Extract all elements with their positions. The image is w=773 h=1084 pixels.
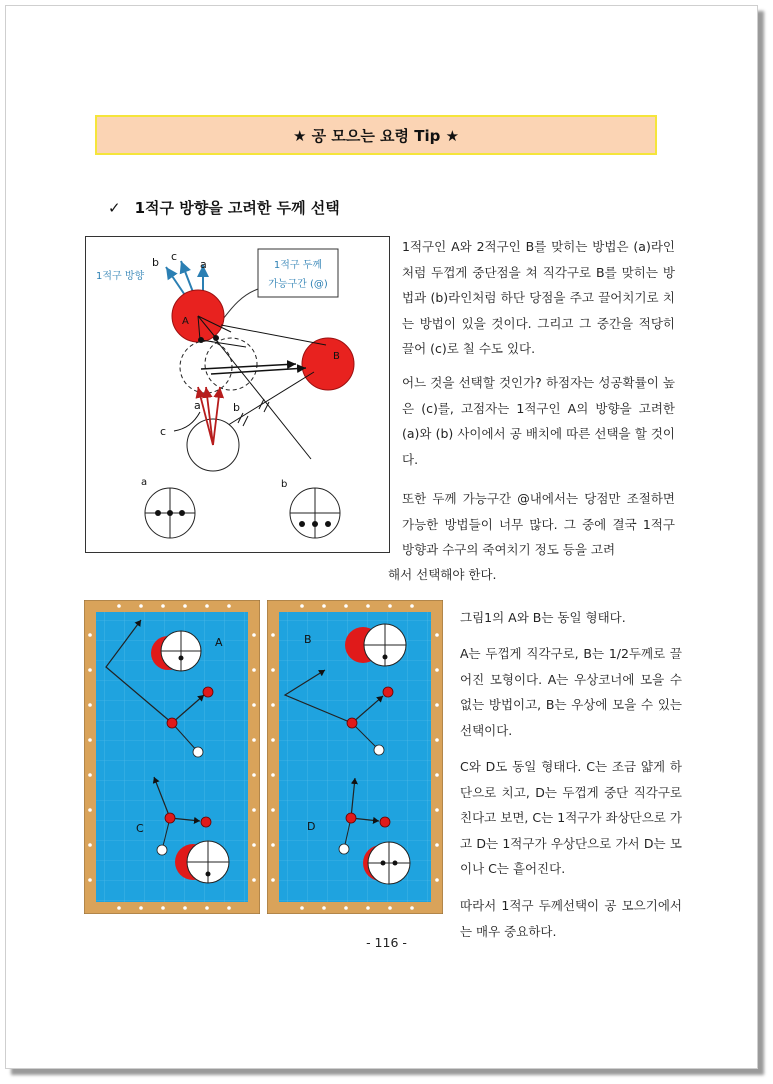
label-range-2: 가능구간 (@) bbox=[268, 279, 328, 290]
paragraph-1: 1적구인 A와 2적구인 B를 맞히는 방법은 (a)라인처럼 두껍게 중단점을 쳐 직각구로 B를 맞히는 방법과 (b)라인처럼 하단 당점을 주고 끌어치기로 치는 방법이 있을 것이다. 그리고 그 중간을 적당히 끌어 (c)로 칠 수도 있다. bbox=[402, 239, 675, 356]
section-title-text: 1적구 방향을 고려한 두께 선택 bbox=[134, 199, 340, 217]
label-a-ball: a bbox=[141, 477, 148, 488]
label-b-mid: b bbox=[233, 401, 240, 414]
ball-B bbox=[302, 338, 354, 390]
table-label-top: A bbox=[215, 636, 223, 649]
label-a-mid: a bbox=[194, 399, 201, 412]
right-text-1: 그림1의 A와 B는 동일 형태다. bbox=[460, 610, 626, 625]
thickness-diagram bbox=[85, 236, 390, 553]
diagram-svg bbox=[86, 237, 389, 552]
label-direction: 1적구 방향 bbox=[96, 271, 145, 282]
paragraph-2: 어느 것을 선택할 것인가? 하점자는 성공확률이 높은 (c)를, 고점자는 1적구인 A의 방향을 고려한 (a)와 (b) 사이에서 공 배치에 따른 선택을 할 것이다. bbox=[402, 375, 675, 467]
label-b-ball: b bbox=[281, 479, 288, 490]
table-diagram-left bbox=[84, 600, 260, 914]
right-text-2: A는 두껍게 직각구로, B는 1/2두께로 끌어진 모형이다. A는 우상코너에 모을 수 없는 방법이고, B는 우상에 모을 수 있는 선택이다. bbox=[460, 646, 682, 738]
label-c-top: c bbox=[171, 250, 178, 263]
paragraph-3: 또한 두께 가능구간 @내에서는 당점만 조절하면 가능한 방법들이 너무 많다. 그 중에 결국 1적구 방향과 수구의 죽여치기 정도 등을 고려 bbox=[402, 491, 675, 557]
tip-banner bbox=[95, 115, 657, 155]
paragraph-3-tail: 해서 선택해야 한다. bbox=[388, 567, 497, 582]
table-label-top: B bbox=[304, 633, 312, 646]
right-text-4: 따라서 1적구 두께선택이 공 모으기에서는 매우 중요하다. bbox=[460, 898, 682, 939]
label-range-1: 1적구 두께 bbox=[273, 260, 323, 271]
table-label-bottom: C bbox=[136, 822, 144, 835]
check-icon: ✓ bbox=[108, 199, 121, 217]
label-B: B bbox=[333, 351, 340, 362]
label-c-mid: c bbox=[160, 425, 167, 438]
table-label-bottom: D bbox=[307, 820, 316, 833]
section-heading bbox=[108, 197, 340, 218]
label-a-top: a bbox=[200, 258, 207, 271]
label-A: A bbox=[182, 316, 189, 327]
page-number: - 116 - bbox=[366, 935, 407, 950]
banner-title: ★ 공 모으는 요령 Tip ★ bbox=[292, 126, 460, 145]
label-b-top: b bbox=[152, 256, 159, 269]
right-text-3: C와 D도 동일 형태다. C는 조금 얇게 하단으로 치고, D는 두껍게 중단 직각구로 친다고 보면, C는 1적구가 좌상단으로 가고 D는 1적구가 우상단으로 가서 D는 모이나 C는 흩어진다. bbox=[460, 759, 682, 876]
ghost-ball-left bbox=[180, 341, 232, 393]
table-diagram-right bbox=[267, 600, 443, 914]
